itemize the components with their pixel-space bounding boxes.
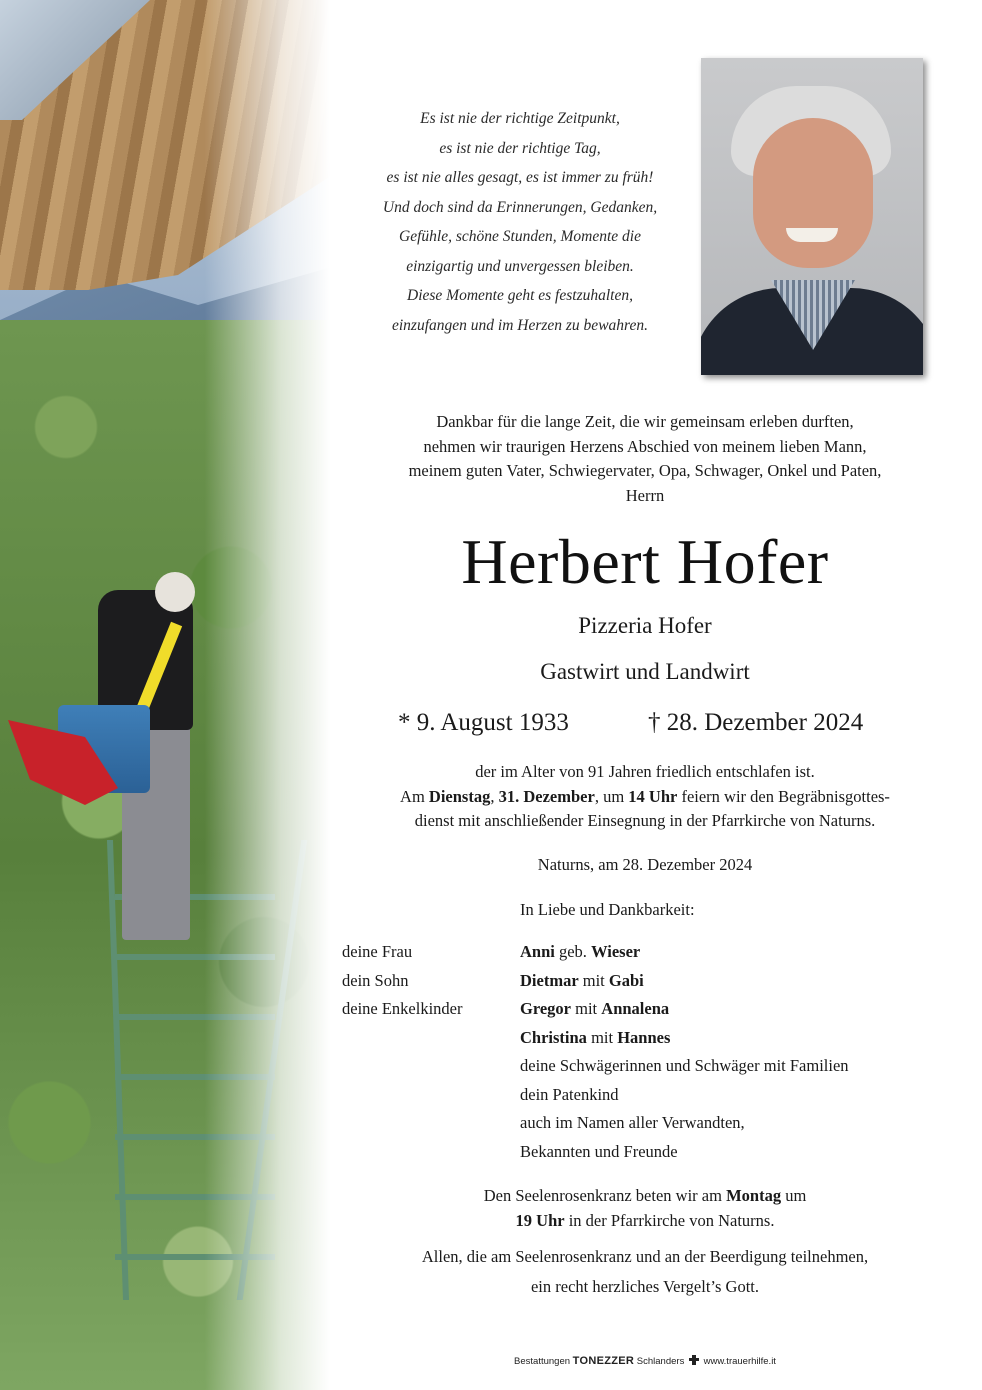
- poem-line: Diese Momente geht es festzuhalten,: [407, 287, 633, 304]
- mourners-list: [342, 938, 962, 1166]
- text: feiern wir den Begräbnisgottes-: [677, 786, 890, 806]
- intro-line: Dankbar für die lange Zeit, die wir gemeinsam erleben durften,: [436, 412, 854, 431]
- thanks-line-2: ein recht herzliches Vergelt’s Gott.: [530, 1277, 760, 1296]
- names: dein Patenkind: [520, 1084, 619, 1104]
- poem-line: Gefühle, schöne Stunden, Momente die: [399, 228, 641, 245]
- text: Den Seelenrosenkranz beten wir am: [483, 1186, 727, 1205]
- name: Hannes: [617, 1027, 671, 1047]
- place-date-text: Naturns, am 28. Dezember 2024: [537, 855, 753, 874]
- text: ,: [490, 786, 499, 806]
- intro-text: [330, 410, 960, 508]
- thanks: [330, 1242, 960, 1302]
- names: deine Schwägerinnen und Schwäger mit Familien: [520, 1056, 849, 1075]
- deceased-name: Herbert Hofer: [461, 526, 829, 597]
- intro-line: meinem guten Vater, Schwiegervater, Opa, Schwager, Onkel und Paten,: [408, 461, 882, 480]
- text: geb.: [554, 942, 592, 961]
- cross-logo-icon: [687, 1354, 701, 1366]
- text: , um: [594, 786, 629, 806]
- footer-url: www.trauerhilfe.it: [703, 1356, 776, 1367]
- rosary-line-1: [330, 1184, 960, 1209]
- rosary-day: Montag: [726, 1186, 782, 1205]
- service-line-3: dienst mit anschließender Einsegnung in der Pfarrkirche von Naturns.: [414, 811, 876, 830]
- footer-suffix: Schlanders: [634, 1356, 685, 1367]
- text: mit: [586, 1027, 618, 1047]
- portrait-smile: [786, 228, 838, 242]
- name: Annalena: [601, 999, 670, 1018]
- text: Am: [400, 786, 429, 806]
- mourner-row: [342, 938, 962, 967]
- rosary-time: 19 Uhr: [515, 1210, 565, 1230]
- service-info: [330, 760, 960, 834]
- poem-line: einzigartig und unvergessen bleiben.: [406, 257, 634, 275]
- service-line-2: [330, 785, 960, 810]
- footer-brand: TONEZZER: [572, 1355, 635, 1367]
- names: [520, 995, 669, 1024]
- portrait-face: [753, 118, 873, 268]
- service-line-1: der im Alter von 91 Jahren friedlich entschlafen ist.: [475, 762, 815, 781]
- name: Dietmar: [520, 970, 579, 990]
- photo-fade: [0, 0, 330, 1390]
- mourner-row: [342, 1081, 962, 1110]
- mourner-row: [342, 995, 962, 1024]
- service-date: 31. Dezember: [498, 786, 595, 806]
- business-name: Pizzeria Hofer: [578, 613, 712, 638]
- intro-line: nehmen wir traurigen Herzens Abschied von meinem lieben Mann,: [423, 436, 867, 456]
- names: [520, 1024, 670, 1053]
- name: Wieser: [591, 942, 641, 961]
- names: [520, 938, 640, 967]
- service-time: 14 Uhr: [628, 786, 678, 806]
- text: mit: [571, 999, 602, 1018]
- name: Gabi: [608, 970, 644, 990]
- rosary-info: [330, 1184, 960, 1233]
- life-dates: [330, 703, 960, 743]
- mourner-row: [342, 1109, 962, 1138]
- poem-line: einzufangen und im Herzen zu bewahren.: [391, 316, 648, 334]
- poem-line: es ist nie alles gesagt, es ist immer zu früh!: [386, 169, 654, 186]
- relation: dein Sohn: [342, 970, 409, 990]
- poem-line: Es ist nie der richtige Zeitpunkt,: [420, 110, 620, 127]
- mourner-row: [342, 1138, 962, 1167]
- relation: deine Enkelkinder: [342, 999, 463, 1018]
- rosary-line-2: [330, 1209, 960, 1234]
- text: in der Pfarrkirche von Naturns.: [564, 1210, 775, 1230]
- thanks-line-1: Allen, die am Seelenrosenkranz und an der Beerdigung teilnehmen,: [421, 1247, 869, 1266]
- names: [520, 967, 644, 996]
- name: Gregor: [520, 999, 572, 1018]
- portrait-photo: [701, 58, 923, 375]
- names: Bekannten und Freunde: [520, 1141, 678, 1161]
- name: Christina: [520, 1027, 587, 1047]
- birth-date: * 9. August 1933: [398, 709, 569, 736]
- mourner-row: [342, 1024, 962, 1053]
- footer-prefix: Bestattungen: [514, 1356, 573, 1367]
- footer: [330, 1354, 960, 1372]
- names: auch im Namen aller Verwandten,: [520, 1113, 745, 1132]
- text: mit: [578, 970, 609, 990]
- poem-line: es ist nie der richtige Tag,: [439, 139, 601, 157]
- closing-greeting: In Liebe und Dankbarkeit:: [520, 900, 695, 919]
- mourner-row: [342, 1052, 962, 1081]
- place-date: [330, 853, 960, 878]
- relation: deine Frau: [342, 942, 413, 961]
- profession: Gastwirt und Landwirt: [540, 659, 750, 684]
- text: um: [781, 1186, 807, 1205]
- mourner-row: [342, 967, 962, 996]
- name: Anni: [520, 942, 555, 961]
- poem-line: Und doch sind da Erinnerungen, Gedanken,: [382, 198, 658, 216]
- death-date: † 28. Dezember 2024: [648, 709, 864, 736]
- intro-line: Herrn: [625, 485, 665, 505]
- poem: [340, 104, 700, 340]
- orchard-photo: [0, 0, 330, 1390]
- service-day: Dienstag: [428, 786, 491, 806]
